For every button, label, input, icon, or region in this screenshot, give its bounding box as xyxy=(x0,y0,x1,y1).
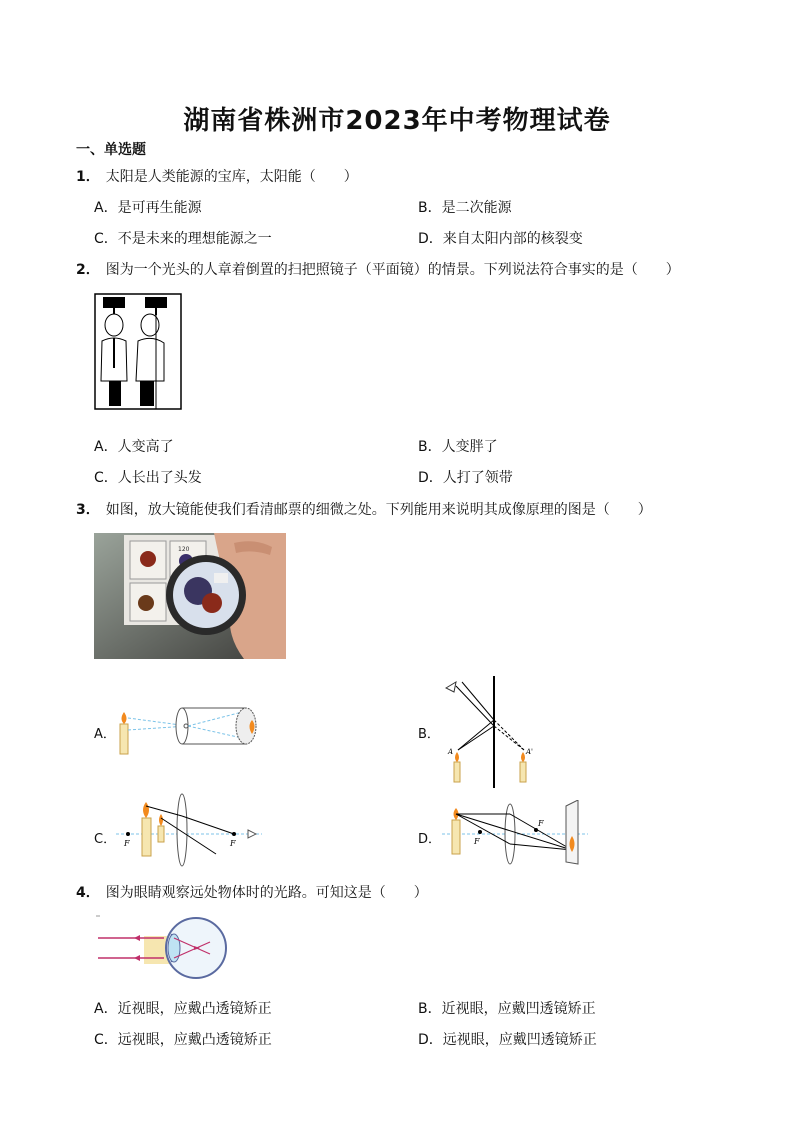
question-1 xyxy=(76,166,358,186)
label-f-right: F xyxy=(230,839,236,848)
label-a-prime: A' xyxy=(526,748,533,756)
page-title: 湖南省株洲市2023年中考物理试卷 xyxy=(183,106,611,136)
diagram-a-pinhole xyxy=(116,706,272,758)
question-number: 2． xyxy=(76,262,100,278)
q1-option-b: B．是二次能源 xyxy=(418,200,512,216)
diagram-c-magnifier xyxy=(116,792,266,868)
q2-option-b: B．人变胖了 xyxy=(418,439,498,455)
q4-option-a: A．近视眼，应戴凸透镜矫正 xyxy=(94,1001,272,1017)
label-a: A xyxy=(448,748,454,756)
question-stem: 太阳是人类能源的宝库，太阳能（ ） xyxy=(105,169,358,185)
q3-option-b: B． xyxy=(418,727,440,742)
q1-option-d: D．来自太阳内部的核裂变 xyxy=(418,231,583,247)
question-number: 3． xyxy=(76,502,100,518)
label-f-left: F xyxy=(124,839,130,848)
q2-option-d: D．人打了领带 xyxy=(418,470,513,486)
label-f-right: F xyxy=(538,819,544,828)
q3-option-d: D． xyxy=(418,832,442,847)
magnifier-photo xyxy=(94,533,286,659)
q3-option-c: C． xyxy=(94,832,117,847)
q2-option-a: A．人变高了 xyxy=(94,439,174,455)
question-stem: 图为一个光头的人章着倒置的扫把照镜子（平面镜）的情景。下列说法符合事实的是（ ） xyxy=(105,262,680,278)
question-number: 1． xyxy=(76,169,100,185)
question-number: 4． xyxy=(76,885,100,901)
q1-option-c: C．不是未来的理想能源之一 xyxy=(94,231,272,247)
label-f-left: F xyxy=(474,837,480,846)
diagram-b-plane-mirror xyxy=(440,676,540,788)
q4-option-b: B．近视眼，应戴凹透镜矫正 xyxy=(418,1001,596,1017)
q1-option-a: A．是可再生能源 xyxy=(94,200,202,216)
question-4 xyxy=(76,882,428,902)
q4-option-c: C．远视眼，应戴凸透镜矫正 xyxy=(94,1032,272,1048)
q2-option-c: C．人长出了头发 xyxy=(94,470,202,486)
question-stem: 如图，放大镜能使我们看清邮票的细微之处。下列能用来说明其成像原理的图是（ ） xyxy=(105,502,652,518)
section-heading: 一、单选题 xyxy=(76,142,146,158)
question-3 xyxy=(76,499,652,519)
diagram-d-projector xyxy=(440,800,590,868)
stamp-value: 120 xyxy=(178,546,190,553)
q3-option-a: A． xyxy=(94,727,116,742)
mirror-figure xyxy=(94,293,182,410)
eye-diagram xyxy=(94,914,234,980)
question-stem: 图为眼睛观察远处物体时的光路。可知这是（ ） xyxy=(105,885,428,901)
q4-option-d: D．远视眼，应戴凹透镜矫正 xyxy=(418,1032,597,1048)
question-2 xyxy=(76,259,680,279)
